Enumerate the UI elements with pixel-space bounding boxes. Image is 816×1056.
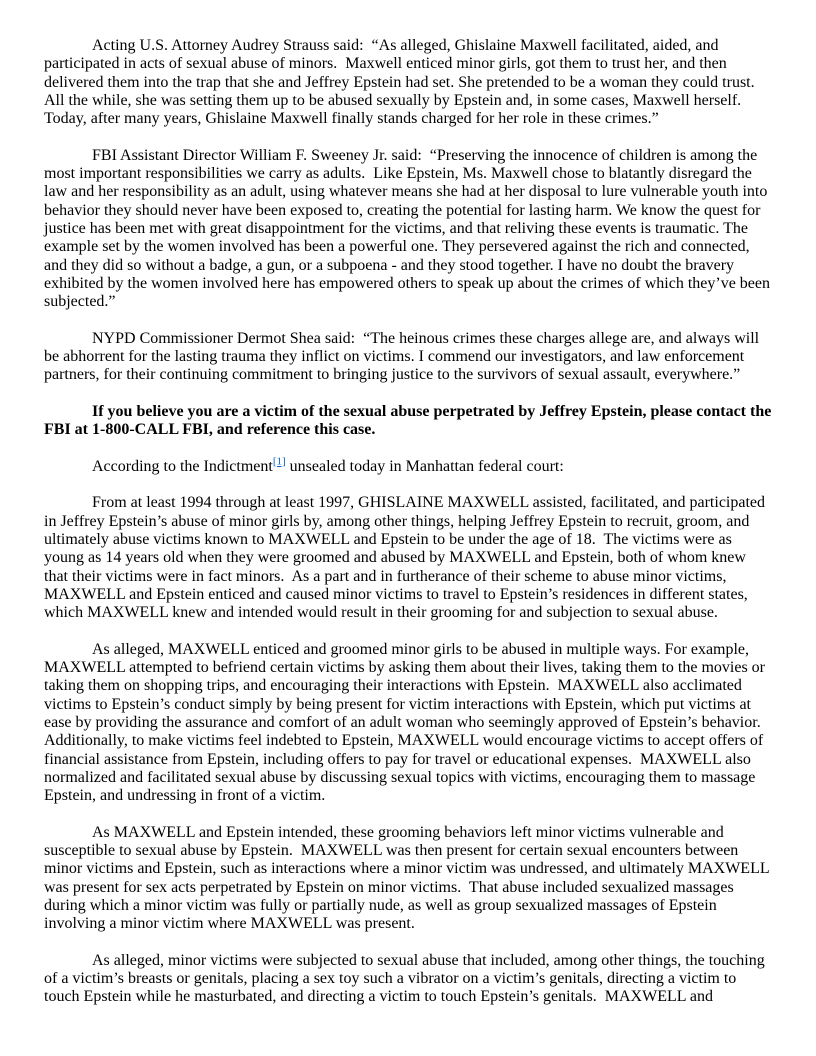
paragraph-grooming-allegations: As alleged, MAXWELL enticed and groomed minor girls to be abused in multiple ways. For example, MAXWELL attempted to befriend certain victims by asking them about their lives, taking them to the movies or taking them on shopping trips, and encouraging their interactions with Epstein. MAXWELL also acclimated victims to Epstein’s conduct simply by being present for victim interactions with Epstein, which put victims at ease by providing the assurance and comfort of an adult woman who seemingly approved of Epstein’s behavior. Additionally, to make victims feel indebted to Epstein, MAXWELL would encourage victims to accept offers of financial assistance from Epstein, including offers to pay for travel or educational expenses. MAXWELL also normalized and facilitated sexual abuse by discussing sexual topics with victims, encouraging them to massage Epstein, and undressing in front of a victim. xyxy=(44,640,770,805)
indictment-intro-text-after: unsealed today in Manhattan federal court: xyxy=(285,457,564,475)
indictment-intro-line xyxy=(44,455,772,476)
paragraph-indictment-overview: From at least 1994 through at least 1997, GHISLAINE MAXWELL assisted, facilitated, and participated in Jeffrey Epstein’s abuse of minor girls by, among other things, helping Jeffrey Epstein to recruit, groom, and ultimately abuse victims known to MAXWELL and Epstein to be under the age of 18. The victims were as young as 14 years old when they were groomed and abused by MAXWELL and Epstein, both of whom knew that their victims were in fact minors. As a part and in furtherance of their scheme to abuse minor victims, MAXWELL and Epstein enticed and caused minor victims to travel to Epstein’s residences in different states, which MAXWELL knew and intended would result in their grooming for and subjection to sexual abuse. xyxy=(44,494,770,622)
paragraph-abuse-details-allegations: As alleged, minor victims were subjected to sexual abuse that included, among other things, the touching of a victim’s breasts or genitals, placing a sex toy such a vibrator on a victim’s genitals, directing a victim to touch Epstein while he masturbated, and directing a victim to touch Epstein’s genitals. MAXWELL and xyxy=(44,951,769,1006)
paragraph-sweeney-statement: FBI Assistant Director William F. Sweeney Jr. said: “Preserving the innocence of children is among the most important responsibilities we carry as adults. Like Epstein, Ms. Maxwell chose to blatantly disregard the law and her responsibility as an adult, using whatever means she had at her disposal to lure vulnerable youth into behavior they should never have been exposed to, creating the potential for lasting harm. We know the quest for justice has been met with great disappointment for the victims, and that reliving these events is traumatic. The example set by the women involved has been a powerful one. They persevered against the rich and connected, and they did so without a badge, a gun, or a subpoena - and they stood together. I have no doubt the bravery exhibited by the women involved here has empowered others to speak up about the crimes of which they’ve been subjected.” xyxy=(44,146,774,311)
indictment-intro-text-before: According to the Indictment xyxy=(92,457,273,475)
paragraph-strauss-statement: Acting U.S. Attorney Audrey Strauss said: “As alleged, Ghislaine Maxwell facilitated, aided, and participated in acts of sexual abuse of minors. Maxwell enticed minor girls, got them to trust her, and then delivered them into the trap that she and Jeffrey Epstein had set. She pretended to be a woman they could trust. All the while, she was setting them up to be abused sexually by Epstein and, in some cases, Maxwell herself. Today, after many years, Ghislaine Maxwell finally stands charged for her role in these crimes.” xyxy=(44,37,758,128)
footnote-1-link[interactable]: [1] xyxy=(272,455,286,468)
paragraph-shea-statement: NYPD Commissioner Dermot Shea said: “The heinous crimes these charges allege are, and always will be abhorrent for the lasting trauma they inflict on victims. I commend our investigators, and law enforcement partners, for their continuing commitment to bringing justice to the survivors of sexual assault, everywhere.” xyxy=(44,329,764,384)
victim-contact-notice: If you believe you are a victim of the sexual abuse perpetrated by Jeffrey Epstein, please contact the FBI at 1-800-CALL FBI, and reference this case. xyxy=(44,402,776,439)
paragraph-abuse-presence-allegations: As MAXWELL and Epstein intended, these grooming behaviors left minor victims vulnerable and susceptible to sexual abuse by Epstein. MAXWELL was then present for certain sexual encounters between minor victims and Epstein, such as interactions where a minor victim was undressed, and ultimately MAXWELL was present for sex acts perpetrated by Epstein on minor victims. That abuse included sexualized massages during which a minor victim was fully or partially nude, as well as group sexualized massages of Epstein involving a minor victim where MAXWELL was present. xyxy=(44,823,774,933)
